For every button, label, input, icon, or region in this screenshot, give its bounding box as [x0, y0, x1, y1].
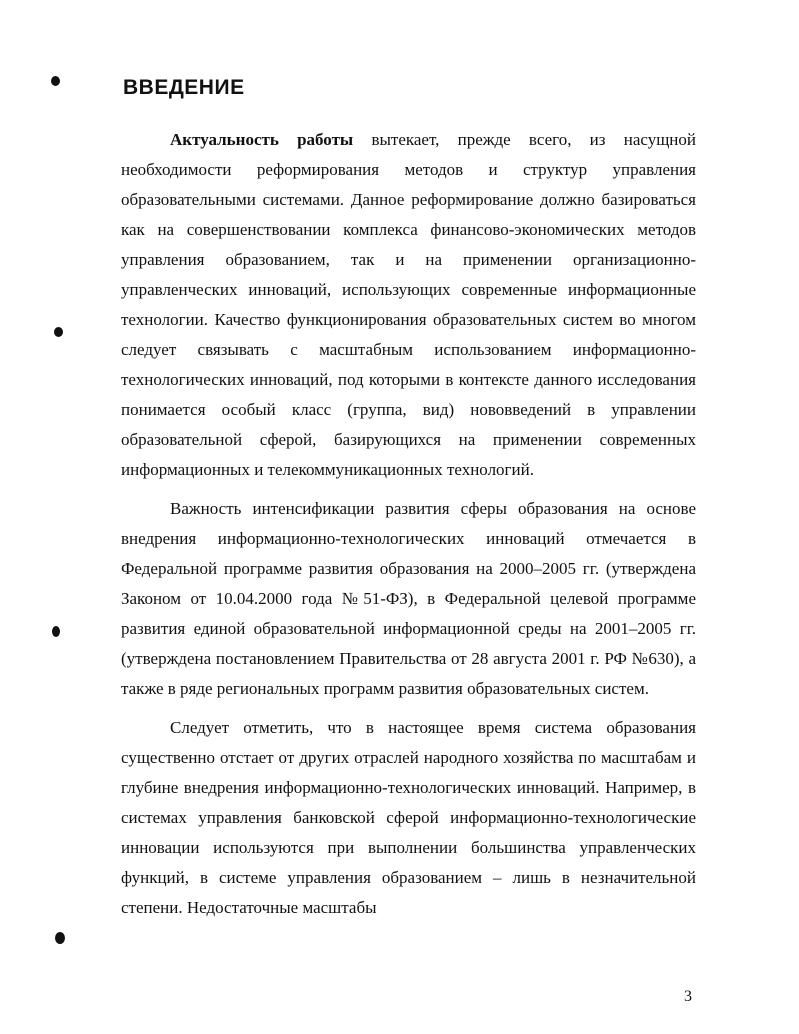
body-text	[121, 125, 696, 923]
page-title: ВВЕДЕНИЕ	[123, 76, 245, 99]
punch-hole-mark	[52, 626, 60, 637]
punch-hole-mark	[51, 76, 60, 86]
paragraph-relevance	[121, 125, 696, 485]
paragraph-lag: Следует отметить, что в настоящее время система образования существенно отстает от других отраслей народного хозяйства по масштабам и глубине внедрения информационно-технологических инноваций. Например, в системах управления банковской сферой информационно-технологические инновации используются при выполнении большинства управленческих функций, в системе управления образованием – лишь в незначительной степени. Недостаточные масштабы	[121, 718, 696, 917]
punch-hole-mark	[55, 932, 65, 944]
relevance-text: вытекает, прежде всего, из насущной необходимости реформирования методов и структур управления образовательными системами. Данное реформирование должно базироваться как на совершенствовании комплекса финансово-экономических методов управления образованием, так и на применении организационно-управленческих инноваций, использующих современные информационные технологии. Качество функционирования образовательных систем во многом следует связывать с масштабным использованием информационно-технологических инноваций, под которыми в контексте данного исследования понимается особый класс (группа, вид) нововведений в управлении образовательной сферой, базирующихся на применении современных информационных и телекоммуникационных технологий.	[121, 130, 696, 479]
punch-hole-mark	[54, 327, 63, 337]
page-number: 3	[684, 988, 692, 1005]
paragraph-importance: Важность интенсификации развития сферы образования на основе внедрения информационно-технологических инноваций отмечается в Федеральной программе развития образования на 2000–2005 гг. (утверждена Законом от 10.04.2000 года №51-ФЗ), в Федеральной целевой программе развития единой образовательной информационной среды на 2001–2005 гг. (утверждена постановлением Правительства от 28 августа 2001 г. РФ №630), а также в ряде региональных программ развития образовательных систем.	[121, 499, 696, 698]
relevance-lead: Актуальность работы	[170, 130, 354, 149]
